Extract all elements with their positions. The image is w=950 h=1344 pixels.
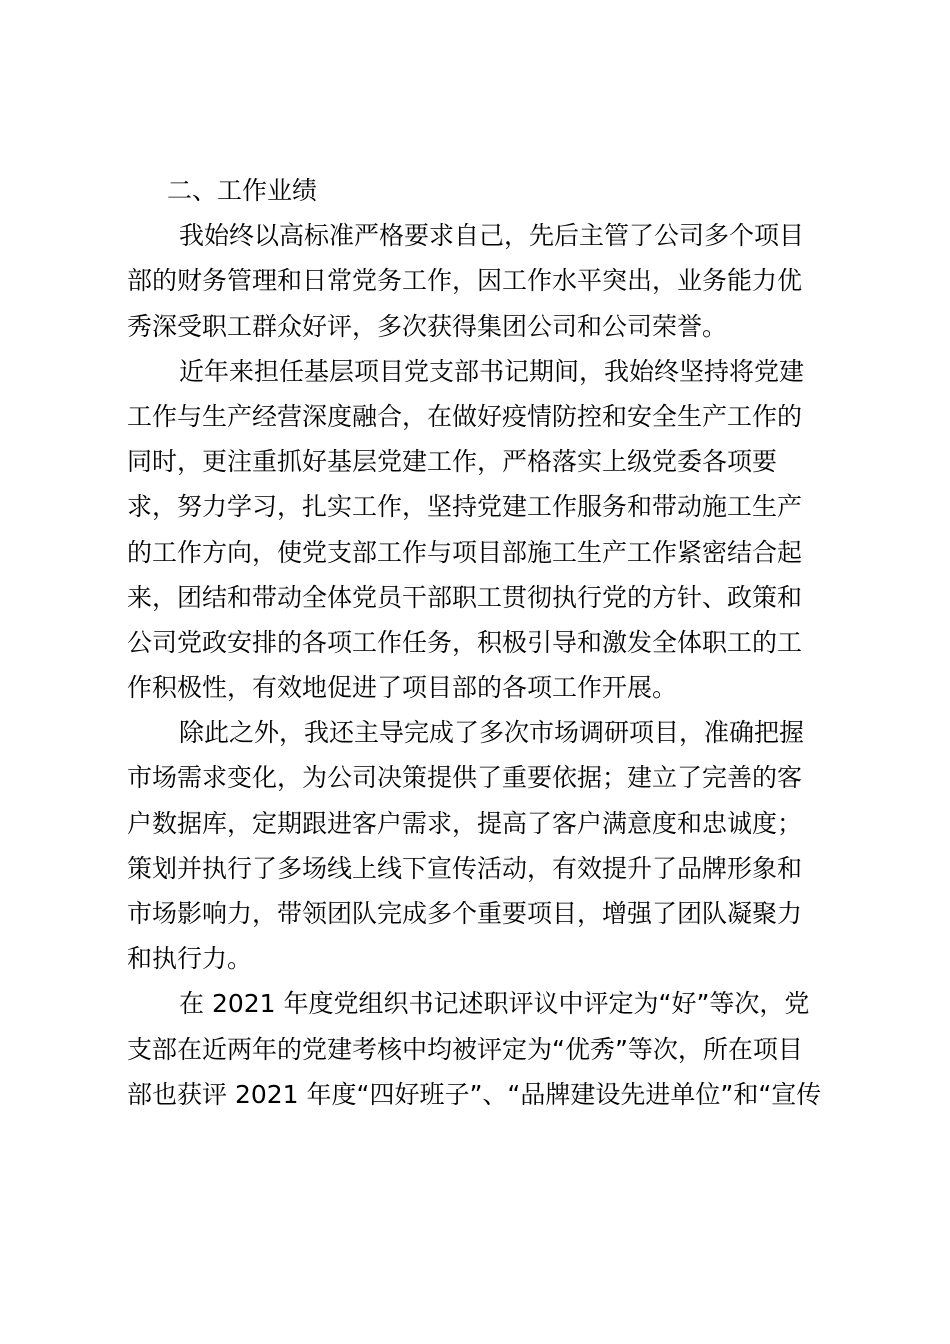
paragraph-3: [127, 710, 827, 981]
paragraph-line: 同时，更注重抓好基层党建工作，严格落实上级党委各项要: [127, 447, 778, 477]
paragraph-line: 近年来担任基层项目党支部书记期间，我始终坚持将党建: [179, 356, 805, 386]
paragraph-1: [127, 213, 827, 349]
paragraph-line: 工作与生产经营深度融合，在做好疫情防控和安全生产工作的: [127, 401, 803, 431]
paragraph-line: 部也获评 2021 年度“四好班子”、“品牌建设先进单位”和“宣传: [127, 1079, 822, 1109]
paragraph-2: [127, 349, 827, 711]
paragraph-line: 市场影响力，带领团队完成多个重要项目，增强了团队凝聚力: [127, 899, 803, 928]
paragraph-line: 作积极性，有效地促进了项目部的各项工作开展。: [127, 673, 678, 703]
paragraph-line: 的工作方向，使党支部工作与项目部施工生产工作紧密结合起: [127, 537, 803, 567]
paragraph-line: 户数据库，定期跟进客户需求，提高了客户满意度和忠诚度；: [127, 808, 803, 838]
paragraph-line: 除此之外，我还主导完成了多次市场调研项目，准确把握: [179, 718, 805, 748]
paragraph-line: 在 2021 年度党组织书记述职评议中评定为“好”等次，党: [179, 989, 810, 1019]
paragraph-line: 和执行力。: [127, 944, 253, 974]
paragraph-line: 支部在近两年的党建考核中均被评定为“优秀”等次，所在项目: [127, 1034, 803, 1064]
paragraph-line: 我始终以高标准严格要求自己，先后主管了公司多个项目: [179, 221, 805, 251]
paragraph-line: 市场需求变化，为公司决策提供了重要依据；建立了完善的客: [127, 763, 803, 793]
paragraph-line: 求，努力学习，扎实工作，坚持党建工作服务和带动施工生产: [127, 492, 803, 522]
paragraph-line: 来，团结和带动全体党员干部职工贯彻执行党的方针、政策和: [127, 582, 803, 612]
paragraph-line: 部的财务管理和日常党务工作，因工作水平突出，业务能力优: [127, 266, 803, 296]
document-body: [127, 168, 827, 1117]
paragraph-line: 公司党政安排的各项工作任务，积极引导和激发全体职工的工: [127, 627, 803, 657]
section-heading: 二、工作业绩: [167, 176, 318, 205]
paragraph-line: 秀深受职工群众好评，多次获得集团公司和公司荣誉。: [127, 311, 728, 341]
paragraph-line: 策划并执行了多场线上线下宣传活动，有效提升了品牌形象和: [127, 853, 803, 883]
paragraph-4: [127, 981, 827, 1117]
